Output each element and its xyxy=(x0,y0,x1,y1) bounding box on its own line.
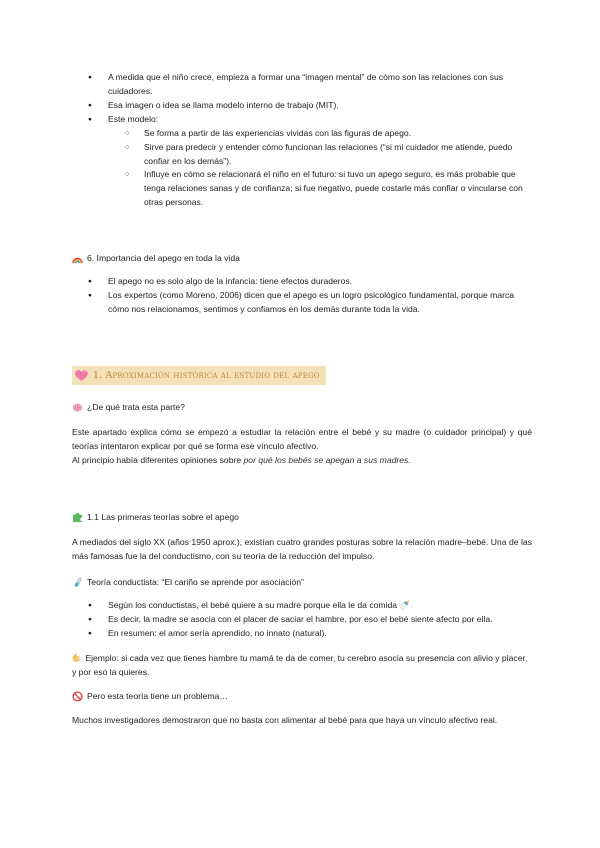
what-section xyxy=(72,401,532,468)
section-1-1 xyxy=(72,511,532,564)
mit-list xyxy=(72,71,532,210)
mit-section xyxy=(72,71,532,210)
conductista-section xyxy=(72,576,532,728)
puzzle-icon xyxy=(72,512,83,523)
section-6-heading xyxy=(72,252,532,266)
what-paragraph-2-italic: por qué los bebés se apegan a sus madres. xyxy=(243,454,411,465)
list-item: ● El apego no es solo algo de la infancia: tiene efectos duraderos. xyxy=(72,275,532,289)
example-paragraph xyxy=(72,652,532,680)
pointing-hand-icon xyxy=(72,652,83,663)
what-paragraph-2 xyxy=(72,454,532,468)
section-6-list xyxy=(72,275,532,317)
sub-list-item: ○ Sirve para predecir y entender cómo funcionan las relaciones (“si mi cuidador me atiende, puedo confiar en los demás”). xyxy=(72,141,532,169)
sub-list-item: ○ Se forma a partir de las experiencias vividas con las figuras de apego. xyxy=(72,127,532,141)
mit-sublist xyxy=(108,127,532,211)
problem-heading xyxy=(72,690,532,704)
chapter-banner-box xyxy=(72,366,326,385)
section-1-1-heading xyxy=(72,511,532,525)
list-item: ● En resumen: el amor sería aprendido, no innato (natural). xyxy=(72,627,532,641)
list-item xyxy=(72,113,532,210)
list-item: ● A medida que el niño crece, empieza a formar una “imagen mental” de cómo son las relaciones con sus cuidadores. xyxy=(72,71,532,99)
conductista-heading xyxy=(72,576,532,590)
chapter-banner xyxy=(72,366,532,387)
rainbow-icon xyxy=(72,253,83,264)
closing-paragraph: Muchos investigadores demostraron que no basta con alimentar al bebé para que haya un vínculo afectivo real. xyxy=(72,715,498,726)
baby-bottle-icon: 🍼. xyxy=(399,599,413,610)
what-paragraph: Este apartado explica cómo se empezó a estudiar la relación entre el bebé y su madre (o cuidador principal) y qué teorías intentaron explicar por qué se forma ese vínculo afectivo. xyxy=(72,426,532,451)
section-6 xyxy=(72,252,532,317)
problem-title: Pero esta teoría tiene un problema… xyxy=(87,690,228,701)
list-item: ● Esa imagen o idea se llama modelo interno de trabajo (MIT). xyxy=(72,99,532,113)
list-item-label: Este modelo: xyxy=(108,113,159,124)
list-item xyxy=(72,599,532,613)
list-item: ● Los expertos (como Moreno, 2006) dicen que el apego es un logro psicológico fundamental, porque marca cómo nos relacionamos, sentimos y confiamos en los demás durante toda la vida. xyxy=(72,289,532,317)
section-1-1-title: 1.1 Las primeras teorías sobre el apego xyxy=(87,512,239,522)
brain-icon xyxy=(72,402,83,413)
conductista-title: Teoría conductista: “El cariño se aprende por asociación” xyxy=(87,577,304,587)
section-1-1-paragraph: A mediados del siglo XX (años 1950 aprox.), existían cuatro grandes posturas sobre la relación madre–bebé. Una de las más famosas fue la del conductismo, con su teoría de la reducción del impulso. xyxy=(72,536,532,561)
example-text: Ejemplo: si cada vez que tienes hambre tu mamá te da de comer, tu cerebro asocia su presencia con alivio y placer, y por eso la quieres. xyxy=(72,652,528,677)
what-paragraph-2-text: Al principio había diferentes opiniones sobre xyxy=(72,454,244,465)
conductista-list xyxy=(72,599,532,641)
what-title: ¿De qué trata esta parte? xyxy=(87,402,185,412)
heart-icon xyxy=(74,369,89,382)
test-tube-icon xyxy=(72,577,83,588)
chapter-banner-title: 1. Aproximación histórica al estudio del apego xyxy=(93,370,320,381)
what-heading xyxy=(72,401,532,415)
list-item-text: Según los conductistas, el bebé quiere a su madre porque ella le da comida xyxy=(108,599,400,610)
sub-list-item: ○ Influye en cómo se relacionará el niño en el futuro: si tuvo un apego seguro, es más probable que tenga relaciones sanas y de confianza; si fue negativo, puede costarle más confiar o vincularse con otras personas. xyxy=(72,168,532,210)
no-entry-icon xyxy=(72,691,83,702)
list-item: ● Es decir, la madre se asocia con el placer de saciar el hambre, por eso el bebé siente afecto por ella. xyxy=(72,613,532,627)
section-6-title: 6. Importancia del apego en toda la vida xyxy=(87,253,240,263)
